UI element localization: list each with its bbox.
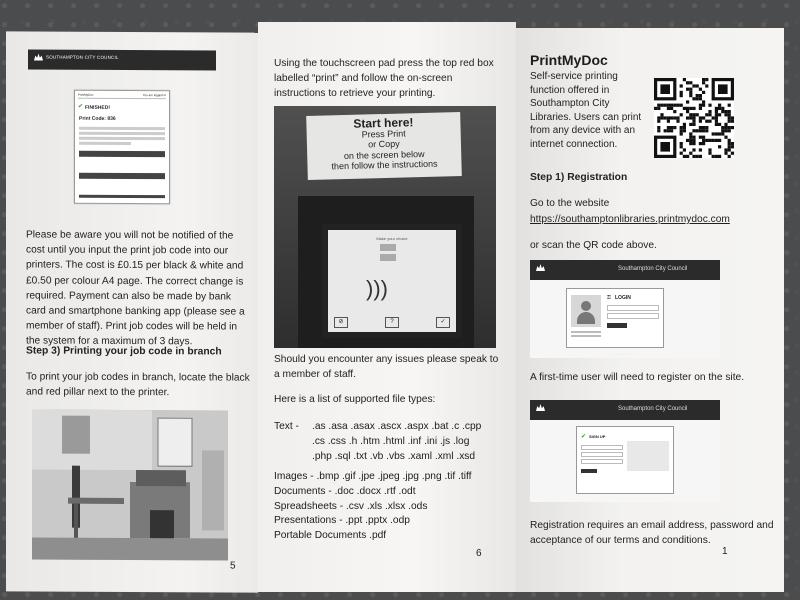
banner-council-text: Southampton City Council: [618, 266, 688, 272]
signup-screenshot: [530, 420, 720, 502]
key-icon: ⚿: [607, 295, 611, 301]
registration-text: Registration requires an email address, password and acceptance of our terms and conditions.: [530, 520, 774, 547]
print-box: [380, 244, 396, 251]
step1-heading: Step 1) Registration: [530, 172, 628, 183]
website-link[interactable]: https://southamptonlibraries.printmydoc.com: [530, 214, 730, 225]
supported-intro: Here is a list of supported file types:: [274, 394, 436, 405]
southampton-logo-icon: [536, 404, 545, 411]
go-to-text: Go to the website: [530, 198, 610, 209]
mock-job-row: [79, 173, 165, 179]
banner-council-text: Southampton City Council: [618, 406, 688, 412]
mock-text-lines: [79, 125, 165, 147]
first-time-text: A first-time user will need to register on the site.: [530, 372, 745, 383]
footer-links: · · · · · · · · · · ·: [615, 352, 635, 356]
checkmark-icon: ✔: [78, 103, 84, 110]
text-label: Text -: [274, 421, 299, 432]
mock-header-right: You are logged in: [142, 93, 166, 98]
help-icon: ?: [385, 317, 399, 328]
note-line: Press Print: [361, 127, 406, 140]
kiosk-buttons: [334, 317, 450, 328]
mock-print-code: Print Code: 836: [79, 115, 116, 122]
kiosk-touchscreen: [322, 224, 462, 338]
cancel-icon: ⊘: [334, 317, 348, 328]
finished-screenshot: [74, 90, 170, 205]
council-banner: [530, 260, 720, 280]
mock-header-left: PrintMyDoc: [78, 92, 94, 97]
kiosk-photo: [274, 106, 496, 348]
signup-card: [576, 426, 674, 494]
checkmark-icon: ✔: [581, 434, 587, 440]
page-number: 1: [722, 546, 728, 557]
southampton-logo-icon: [34, 53, 119, 60]
council-banner: [530, 400, 720, 420]
page-number: 6: [476, 548, 482, 559]
scan-qr-text: or scan the QR code above.: [530, 240, 657, 251]
step3-heading: Step 3) Printing your job code in branch: [26, 345, 222, 358]
intro-text: Self-service printing function offered in Southampton City Libraries. Users can print from any device with an internet connection.: [530, 71, 642, 150]
mock-job-row: [79, 151, 165, 157]
mock-finished: FINISHED!: [85, 104, 110, 111]
text-types-line: .cs .css .h .htm .html .inf .ini .js .log: [312, 435, 470, 447]
council-banner: [28, 49, 216, 70]
issues-text: Should you encounter any issues please speak to a member of staff.: [274, 354, 499, 381]
note-title: Start here!: [353, 115, 414, 131]
note-line: on the screen below: [343, 148, 425, 161]
filetype-line: Spreadsheets - .csv .xls .xlsx .ods: [274, 500, 428, 512]
qr-code-icon: [654, 78, 734, 158]
logo-text: SOUTHAMPTON CITY COUNCIL: [46, 54, 119, 60]
kiosk-instruction: Using the touchscreen pad press the top red box labelled “print” and follow the on-screen instructions to retrieve your printing.: [274, 58, 494, 100]
other-filetypes: [274, 470, 510, 544]
confirm-icon: ✓: [436, 317, 450, 328]
login-screenshot: [530, 280, 720, 358]
step3-text: To print your job codes in branch, locate the black and red pillar next to the printer.: [26, 371, 250, 399]
branch-printer-photo: [32, 409, 228, 560]
leaflet-panel-left: [6, 31, 258, 592]
login-label: LOGIN: [615, 295, 631, 301]
note-line: then follow the instructions: [331, 158, 438, 172]
note-line: or Copy: [368, 138, 400, 150]
filetype-line: Images - .bmp .gif .jpe .jpeg .jpg .png .tif .tiff: [274, 471, 472, 482]
kiosk-screen-title: Make your choice: [376, 236, 408, 241]
signup-label: SIGN UP: [589, 434, 606, 439]
page-number: 5: [230, 560, 236, 572]
text-types-line: .php .sql .txt .vb .vbs .xaml .xml .xsd: [312, 450, 476, 462]
contactless-icon: ))): [366, 276, 388, 301]
mock-job-row: [79, 195, 165, 198]
cost-info-text: Please be aware you will not be notified of the cost until you input the print job code into our printers. The cost is £0.15 per black & white and £0.50 per colour A4 page. The correct change is required. Payment can also be made by bank card and smartphone banking app (please see a member of staff). Print job codes will be held in the system for a maximum of 3 days.: [26, 229, 245, 348]
printmydoc-leaflet: [0, 22, 786, 592]
filetype-line: Portable Documents .pdf: [274, 530, 387, 542]
filetype-line: Presentations - .ppt .pptx .odp: [274, 515, 410, 527]
text-types-line: .as .asa .asax .ascx .aspx .bat .c .cpp: [312, 421, 482, 432]
user-avatar-icon: [571, 295, 601, 327]
login-card: [566, 288, 664, 348]
copy-box: [380, 254, 396, 261]
southampton-logo-icon: [536, 264, 545, 271]
leaflet-panel-right: [516, 28, 784, 592]
filetype-line: Documents - .doc .docx .rtf .odt: [274, 485, 416, 497]
leaflet-title: PrintMyDoc: [530, 52, 608, 68]
start-here-note: [306, 112, 462, 180]
leaflet-panel-middle: [258, 22, 516, 592]
